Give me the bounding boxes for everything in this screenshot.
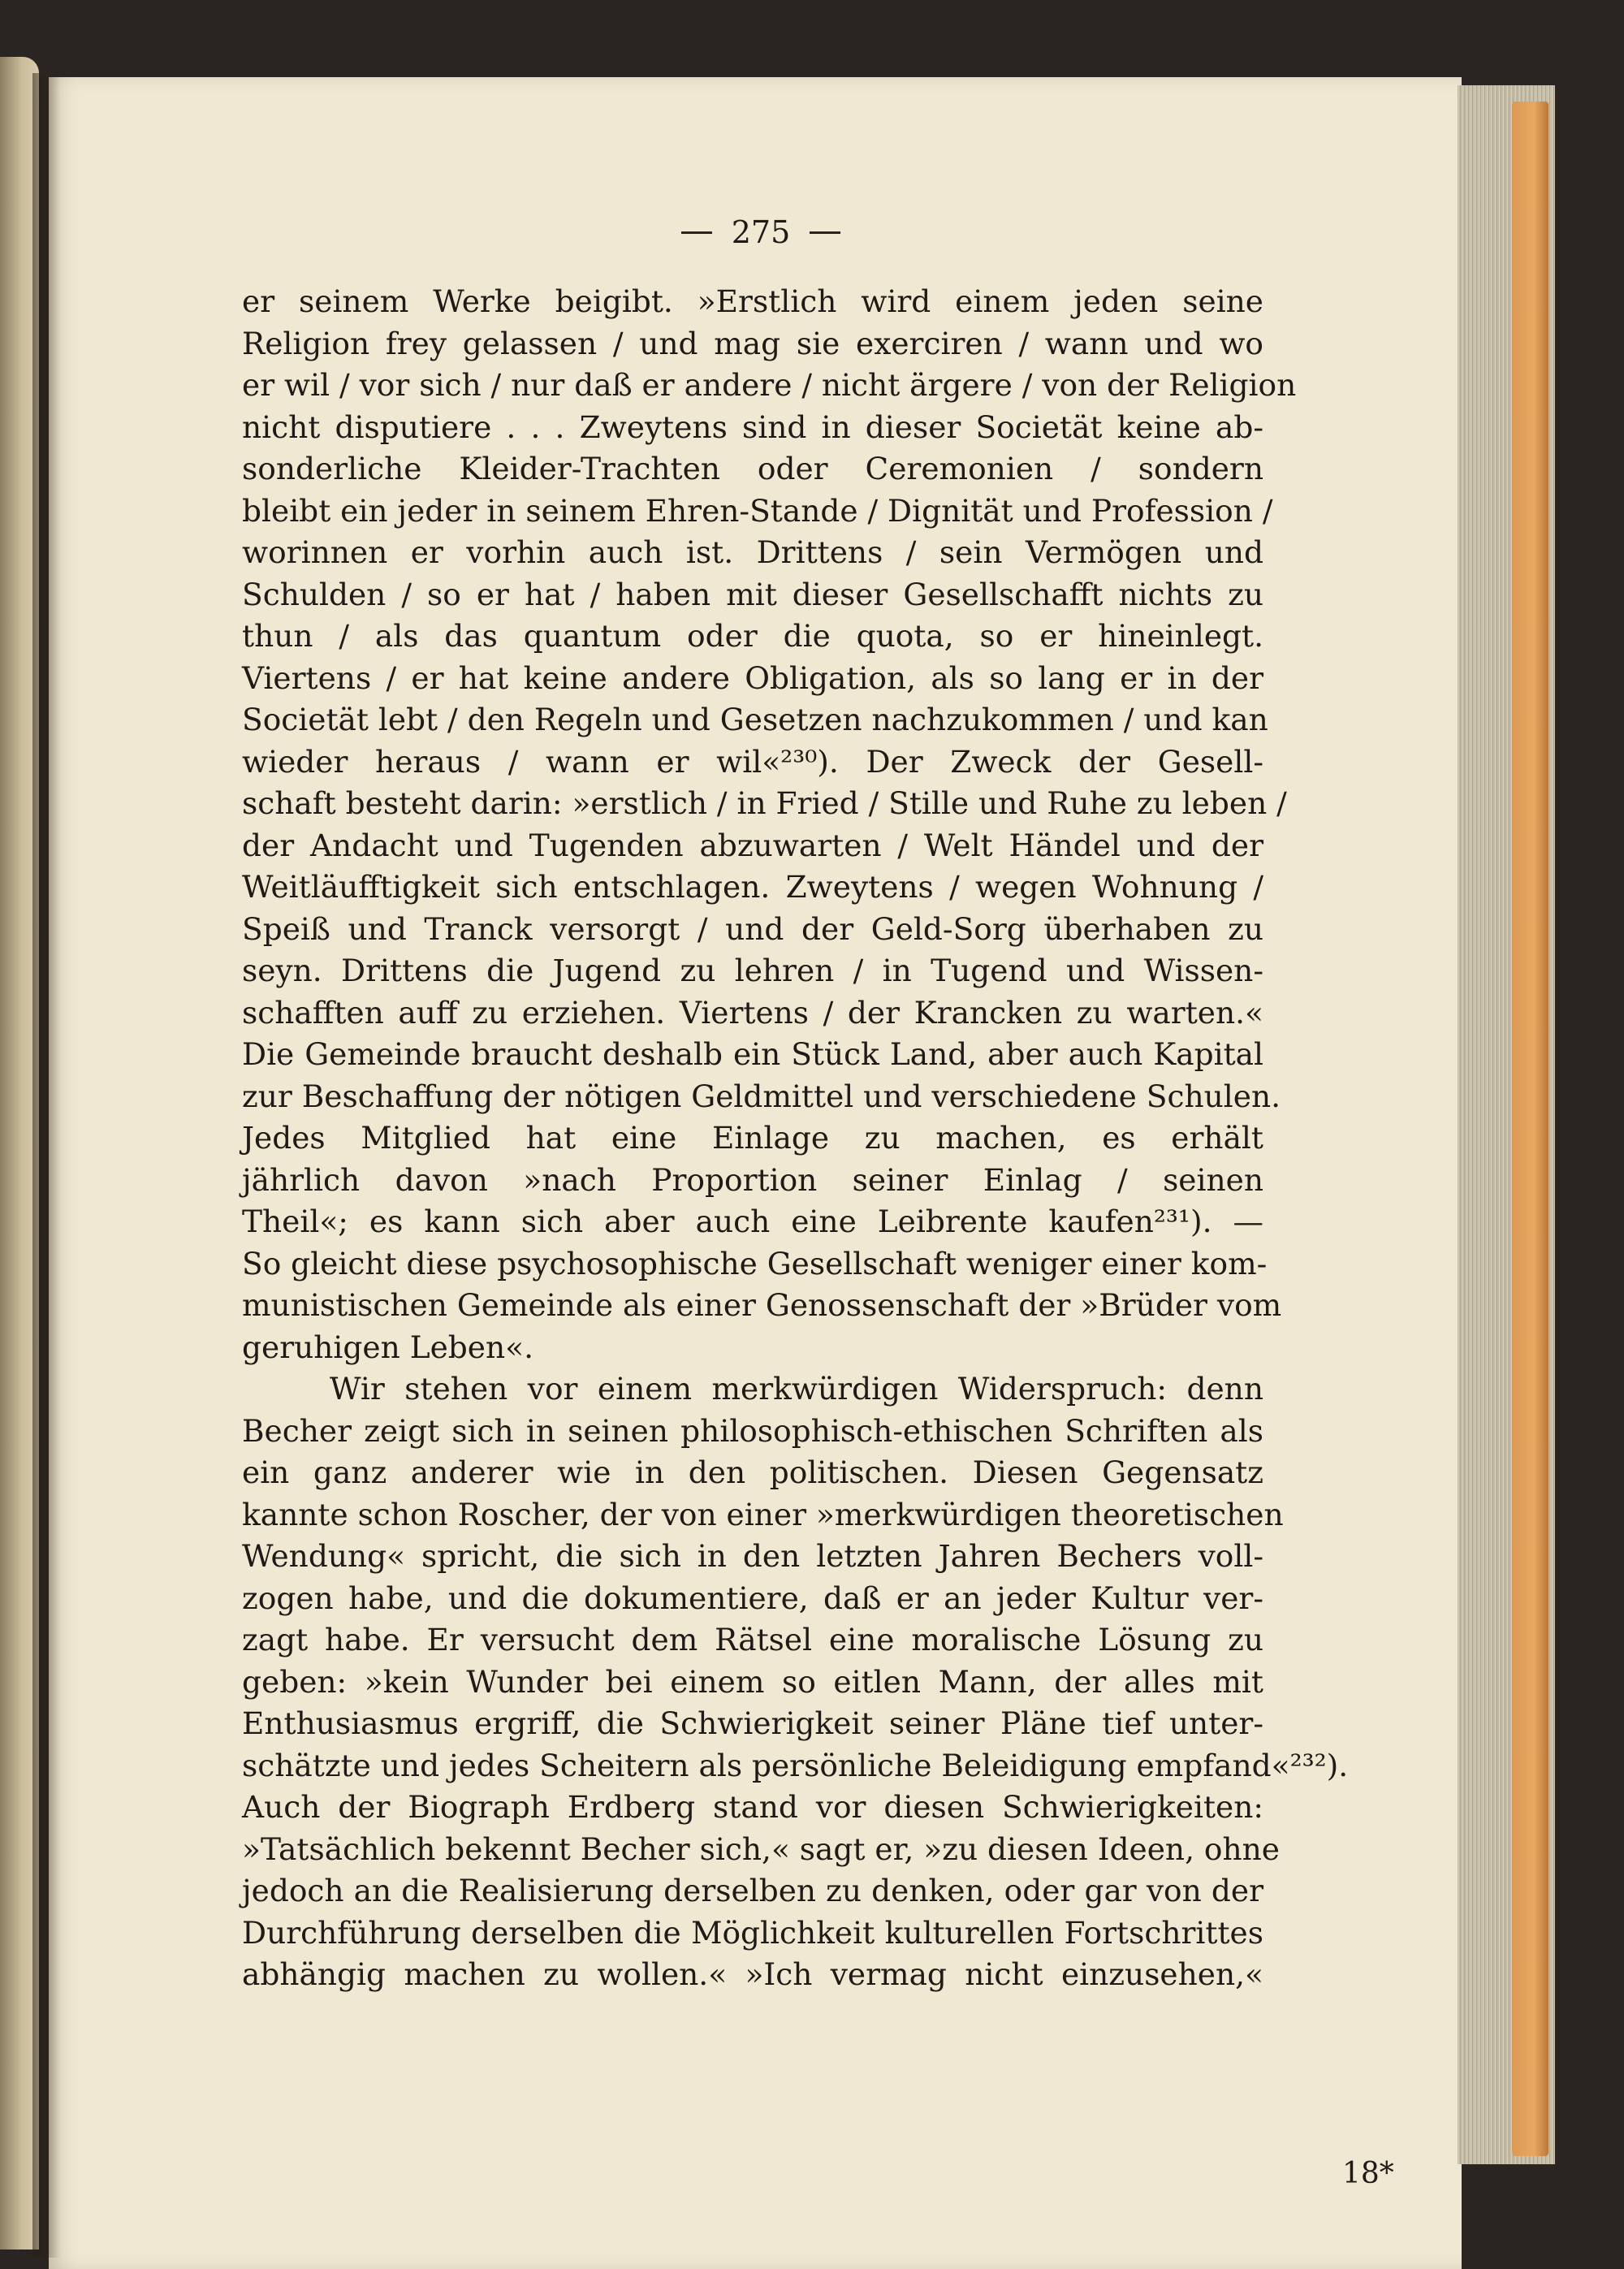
text-line: abhängig machen zu wollen.« »Ich vermag nicht einzusehen,« bbox=[242, 1956, 1263, 1992]
signature-mark: 18* bbox=[1342, 2157, 1394, 2190]
text-line: er seinem Werke beigibt. »Erstlich wird einem jeden seine bbox=[242, 283, 1263, 319]
text-line: Weitläufftigkeit sich entschlagen. Zweytens / wegen Wohnung / bbox=[242, 869, 1263, 905]
text-line: Enthusiasmus ergriff, die Schwierigkeit seiner Pläne tief unter- bbox=[242, 1705, 1263, 1741]
text-line: jedoch an die Realisierung derselben zu denken, oder gar von der bbox=[242, 1873, 1263, 1908]
text-line: sonderliche Kleider-Trachten oder Ceremonien / sondern bbox=[242, 451, 1263, 486]
text-line: Religion frey gelassen / und mag sie exerciren / wann und wo bbox=[242, 325, 1263, 361]
text-line: Durchführung derselben die Möglichkeit kulturellen Fortschrittes bbox=[242, 1914, 1263, 1951]
text-line: Wendung« spricht, die sich in den letzten Jahren Bechers voll- bbox=[242, 1538, 1263, 1574]
text-line: Die Gemeinde braucht deshalb ein Stück Land, aber auch Kapital bbox=[242, 1036, 1263, 1072]
text-line: »Tatsächlich bekennt Becher sich,« sagt er, »zu diesen Ideen, ohne bbox=[242, 1830, 1280, 1867]
text-line: Schulden / so er hat / haben mit dieser Gesellschafft nichts zu bbox=[242, 576, 1263, 612]
text-line: worinnen er vorhin auch ist. Drittens / sein Vermögen und bbox=[242, 534, 1263, 570]
text-line: schätzte und jedes Scheitern als persönliche Beleidigung empfand«²³²). bbox=[242, 1747, 1349, 1783]
text-line: bleibt ein jeder in seinem Ehren-Stande / Dignität und Profession / bbox=[242, 492, 1273, 529]
text-line: seyn. Drittens die Jugend zu lehren / in Tugend und Wissen- bbox=[242, 953, 1263, 988]
text-line: ein ganz anderer wie in den politischen. Diesen Gegensatz bbox=[242, 1454, 1263, 1490]
text-line: Becher zeigt sich in seinen philosophisch-ethischen Schriften als bbox=[242, 1412, 1263, 1449]
book-cover-edge bbox=[1512, 102, 1548, 2156]
text-line: geben: »kein Wunder bei einem so eitlen Mann, der alles mit bbox=[242, 1663, 1263, 1700]
text-line: wieder heraus / wann er wil«²³⁰). Der Zweck der Gesell- bbox=[242, 743, 1263, 780]
running-head bbox=[242, 210, 1263, 255]
text-line: jährlich davon »nach Proportion seiner Einlag / seinen bbox=[242, 1161, 1263, 1198]
text-line: zur Beschaffung der nötigen Geldmittel und verschiedene Schulen. bbox=[242, 1078, 1281, 1114]
gutter-shadow bbox=[32, 73, 60, 2258]
text-line: Speiß und Tranck versorgt / und der Geld-Sorg überhaben zu bbox=[242, 910, 1263, 947]
text-line: zogen habe, und die dokumentiere, daß er an jeder Kultur ver- bbox=[242, 1580, 1263, 1616]
running-head-dash-left bbox=[681, 231, 712, 234]
body-text bbox=[242, 281, 1349, 1996]
text-line: Auch der Biograph Erdberg stand vor diesen Schwierigkeiten: bbox=[242, 1789, 1263, 1825]
text-line: thun / als das quantum oder die quota, so er hineinlegt. bbox=[242, 618, 1263, 654]
text-line: schaft besteht darin: »erstlich / in Fried / Stille und Ruhe zu leben / bbox=[242, 785, 1287, 821]
text-line: er wil / vor sich / nur daß er andere / nicht ärgere / von der Religion bbox=[242, 367, 1297, 403]
text-line: Societät lebt / den Regeln und Gesetzen nachzukommen / und kan bbox=[242, 702, 1268, 737]
text-line: der Andacht und Tugenden abzuwarten / Welt Händel und der bbox=[242, 827, 1263, 863]
text-line: kannte schon Roscher, der von einer »merkwürdigen theoretischen bbox=[242, 1496, 1284, 1532]
text-line: Viertens / er hat keine andere Obligation, als so lang er in der bbox=[242, 659, 1263, 696]
text-line: geruhigen Leben«. bbox=[242, 1329, 533, 1365]
text-line: So gleicht diese psychosophische Gesellschaft weniger einer kom- bbox=[242, 1245, 1268, 1281]
text-line: zagt habe. Er versucht dem Rätsel eine moralische Lösung zu bbox=[242, 1622, 1263, 1657]
page-number: 275 bbox=[731, 214, 791, 250]
text-line: Wir stehen vor einem merkwürdigen Widerspruch: denn bbox=[330, 1371, 1263, 1407]
text-line: Jedes Mitglied hat eine Einlage zu machen, es erhält bbox=[242, 1120, 1263, 1156]
text-line: schafften auff zu erziehen. Viertens / der Krancken zu warten.« bbox=[242, 994, 1263, 1031]
running-head-dash-right bbox=[810, 231, 840, 234]
text-line: Theil«; es kann sich aber auch eine Leibrente kaufen²³¹). — bbox=[242, 1204, 1263, 1239]
text-block bbox=[242, 210, 1394, 2190]
text-line: nicht disputiere . . . Zweytens sind in dieser Societät keine ab- bbox=[242, 408, 1263, 445]
text-line: munistischen Gemeinde als einer Genossenschaft der »Brüder vom bbox=[242, 1287, 1282, 1323]
